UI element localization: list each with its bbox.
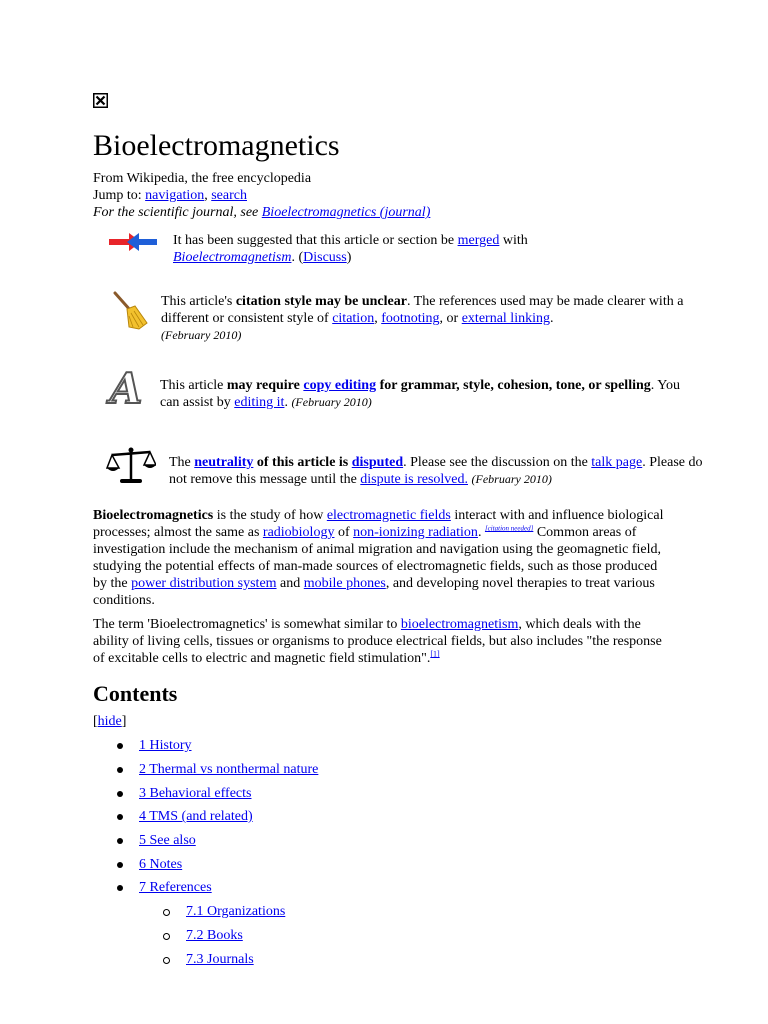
bullet-icon xyxy=(117,885,123,891)
electromagnetic-fields-link[interactable]: electromagnetic fields xyxy=(326,508,451,523)
p1-text-2: interact with and influence biological processes; almost the same as xyxy=(93,508,664,540)
p1-text-6: and xyxy=(276,576,304,591)
letter-a-icon xyxy=(104,365,148,411)
bullet-icon xyxy=(117,814,123,820)
neutral-text-3: . Please do not remove this message until the xyxy=(169,455,703,487)
toc-subitem-organizations[interactable]: 7.1 Organizations xyxy=(186,904,286,919)
p1-text-3: of xyxy=(334,525,354,540)
hatnote-prefix: For the scientific journal, see xyxy=(93,205,262,220)
page-title: Bioelectromagnetics xyxy=(93,129,340,162)
toc-bracket-open: [ xyxy=(93,714,98,729)
p1-text-5: Common areas of investigation include the mechanism of animal migration and navigation using the geomagnetic field, studying the potential effects of man-made sources of electromagnetic fields, such as those produced by the xyxy=(93,525,662,591)
site-subtitle: From Wikipedia, the free encyclopedia xyxy=(93,171,312,186)
jump-to-line xyxy=(93,187,247,204)
merge-arrows-icon xyxy=(107,232,159,252)
jump-prefix: Jump to: xyxy=(93,188,146,203)
contents-heading: Contents xyxy=(93,681,178,706)
cite-date: (February 2010) xyxy=(161,328,242,342)
external-linking-link[interactable]: external linking xyxy=(461,311,550,326)
copy-text-3: . xyxy=(284,395,288,410)
toc-item-behavioral[interactable]: 3 Behavioral effects xyxy=(139,786,252,801)
non-ionizing-radiation-link[interactable]: non-ionizing radiation xyxy=(353,525,478,540)
merged-link[interactable]: merged xyxy=(457,233,500,248)
reference-1-link[interactable]: [1] xyxy=(430,649,440,659)
jump-search-link[interactable]: search xyxy=(211,188,247,203)
p1-text-7: , and developing novel therapies to treat various conditions. xyxy=(93,576,655,608)
neutrality-notice xyxy=(169,454,709,488)
footnoting-link[interactable]: footnoting xyxy=(381,311,440,326)
mobile-phones-link[interactable]: mobile phones xyxy=(303,576,386,591)
jump-separator: , xyxy=(204,188,212,203)
toc-item-tms[interactable]: 4 TMS (and related) xyxy=(139,809,253,824)
p2-text-2: , which deals with the ability of living cells, tissues or organisms to produce electrical fields, but also includes "the response of excitable cells to electric and magnetic field stimulation". xyxy=(93,617,662,666)
cite-text-3: , xyxy=(374,311,382,326)
toc-subitem-journals[interactable]: 7.3 Journals xyxy=(186,952,254,967)
term-paragraph xyxy=(93,616,673,667)
toc-bracket-close: ] xyxy=(121,714,127,729)
citation-needed-link[interactable]: [citation needed] xyxy=(484,524,534,533)
merge-text-3: . ( xyxy=(291,250,304,265)
cite-text-1: This article's xyxy=(161,294,236,309)
toc-toggle xyxy=(93,713,126,730)
neutrality-link[interactable]: neutrality xyxy=(194,455,254,470)
merge-text-1: It has been suggested that this article or section be xyxy=(173,233,458,248)
copy-editing-link[interactable]: copy editing xyxy=(303,378,377,393)
circle-bullet-icon xyxy=(163,957,170,964)
cite-text-2: . The references used may be made clearer with a different or consistent style of xyxy=(161,294,684,326)
toc-subitem-books[interactable]: 7.2 Books xyxy=(186,928,243,943)
toc-hide-link[interactable]: hide xyxy=(97,714,122,729)
bullet-icon xyxy=(117,743,123,749)
toc-item-thermal[interactable]: 2 Thermal vs nonthermal nature xyxy=(139,762,319,777)
balance-scale-icon xyxy=(106,446,156,486)
copy-text-1: This article xyxy=(160,378,227,393)
neutral-bold: of this article is xyxy=(253,455,352,470)
disputed-link[interactable]: disputed xyxy=(351,455,404,470)
p1-text-1: is the study of how xyxy=(213,508,327,523)
bioelectromagnetism-link[interactable]: bioelectromagnetism xyxy=(400,617,519,632)
broom-icon xyxy=(109,289,151,331)
copyedit-notice xyxy=(160,377,690,411)
bullet-icon xyxy=(117,767,123,773)
bioelectromagnetism-merge-link[interactable]: Bioelectromagnetism xyxy=(173,250,292,265)
p2-text-1: The term 'Bioelectromagnetics' is somewhat similar to xyxy=(93,617,401,632)
talk-page-link[interactable]: talk page xyxy=(591,455,643,470)
power-distribution-link[interactable]: power distribution system xyxy=(131,576,277,591)
svg-text:A: A xyxy=(109,365,143,411)
cite-text-4: , or xyxy=(439,311,462,326)
close-box-icon[interactable] xyxy=(93,93,108,108)
cite-text-5: . xyxy=(549,311,554,326)
copy-bold-1: may require xyxy=(226,378,304,393)
neutral-text-2: . Please see the discussion on the xyxy=(403,455,592,470)
merge-text-4: ) xyxy=(346,250,352,265)
intro-paragraph xyxy=(93,507,673,609)
toc-item-history[interactable]: 1 History xyxy=(139,738,192,753)
cite-bold: citation style may be unclear xyxy=(235,294,407,309)
merge-notice xyxy=(173,232,593,266)
toc-item-notes[interactable]: 6 Notes xyxy=(139,857,183,872)
neutral-date: (February 2010) xyxy=(471,472,552,486)
toc-item-see-also[interactable]: 5 See also xyxy=(139,833,196,848)
editing-it-link[interactable]: editing it xyxy=(234,395,285,410)
circle-bullet-icon xyxy=(163,909,170,916)
journal-link[interactable]: Bioelectromagnetics (journal) xyxy=(261,205,431,220)
merge-text-2: with xyxy=(499,233,528,248)
neutral-text-1: The xyxy=(169,455,195,470)
radiobiology-link[interactable]: radiobiology xyxy=(262,525,335,540)
bullet-icon xyxy=(117,838,123,844)
hatnote xyxy=(93,204,430,221)
citation-notice xyxy=(161,293,701,344)
jump-navigation-link[interactable]: navigation xyxy=(145,188,205,203)
bullet-icon xyxy=(117,791,123,797)
copy-date: (February 2010) xyxy=(291,395,372,409)
dispute-resolved-link[interactable]: dispute is resolved. xyxy=(360,472,469,487)
toc-item-references[interactable]: 7 References xyxy=(139,880,212,895)
copy-bold-2: for grammar, style, cohesion, tone, or spelling xyxy=(376,378,651,393)
bullet-icon xyxy=(117,862,123,868)
citation-link[interactable]: citation xyxy=(332,311,375,326)
copy-text-2: . You can assist by xyxy=(160,378,680,410)
p1-text-4: . xyxy=(477,525,485,540)
circle-bullet-icon xyxy=(163,933,170,940)
term-bold: Bioelectromagnetics xyxy=(93,508,214,523)
discuss-link[interactable]: Discuss xyxy=(303,250,347,265)
